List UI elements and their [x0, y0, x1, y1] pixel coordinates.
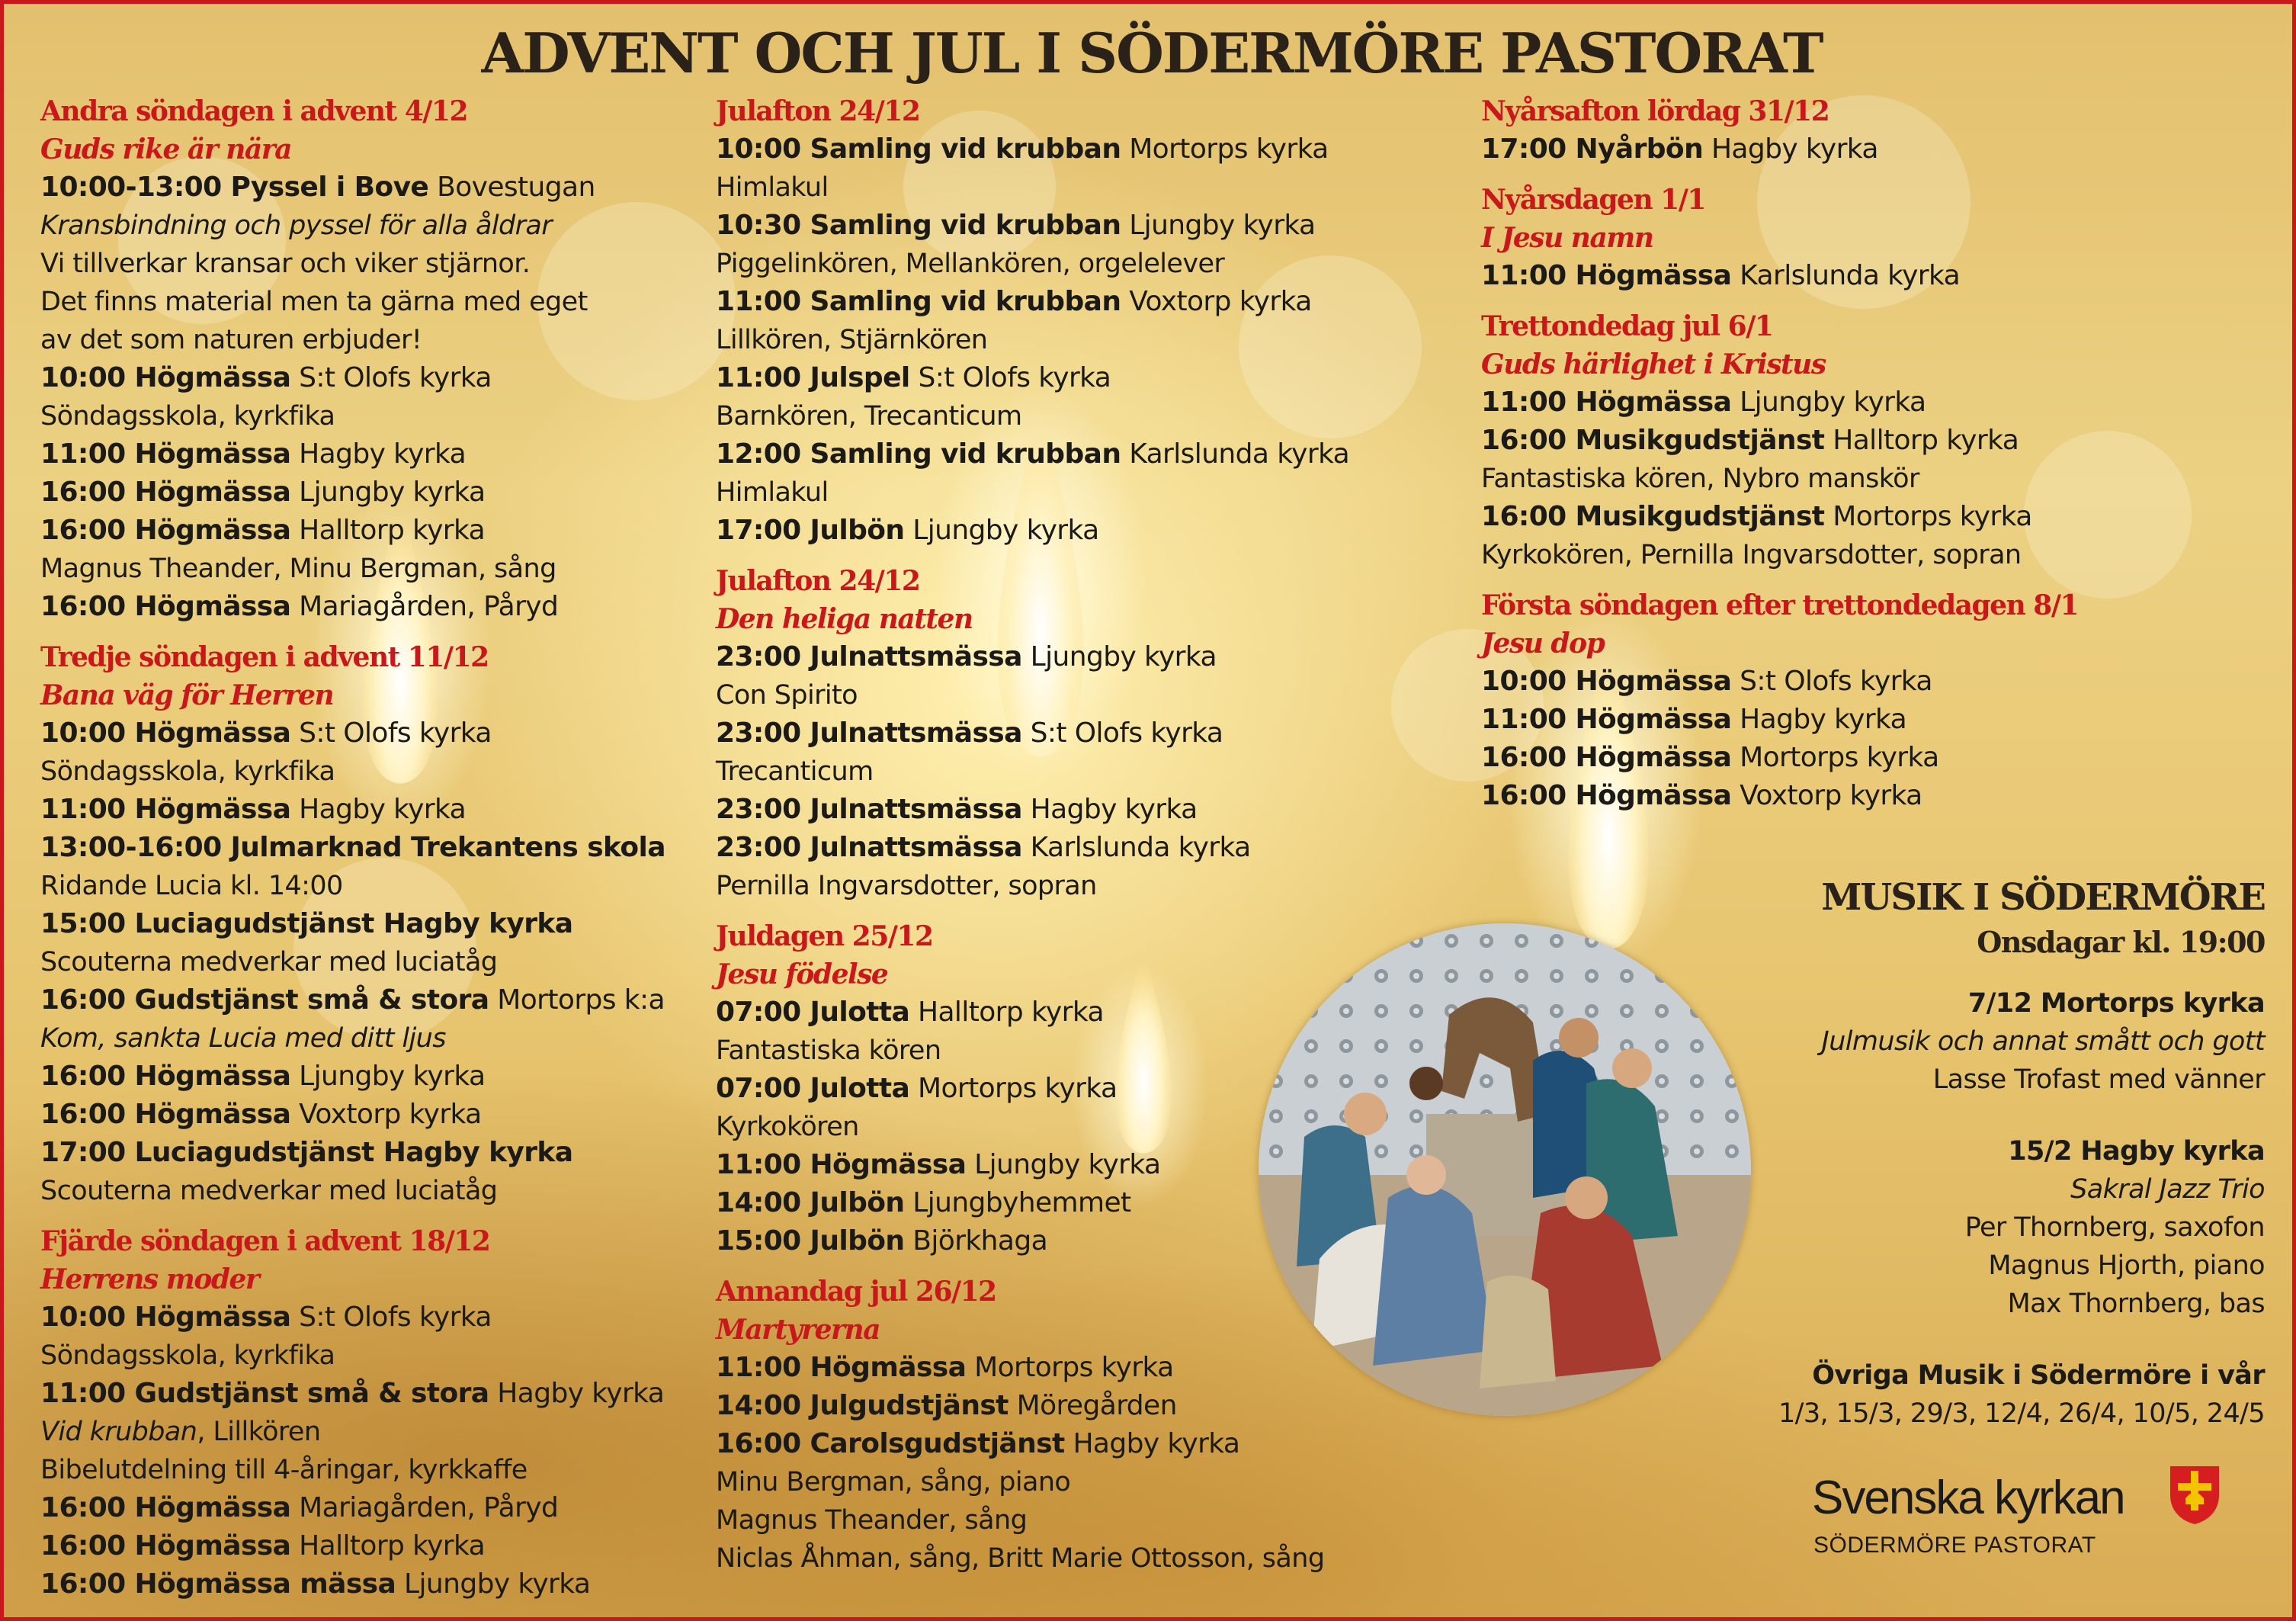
event-line: 23:00 Julnattsmässa Karlslunda kyrka — [716, 832, 1251, 863]
event-note: Vi tillverkar kransar och viker stjärnor. — [40, 249, 531, 279]
event-line: 11:00 Högmässa Hagby kyrka — [1481, 704, 1907, 735]
event-note: Det finns material men ta gärna med eget — [40, 287, 588, 317]
day-theme: Jesu födelse — [716, 958, 888, 990]
event-note: Himlakul — [716, 172, 829, 203]
day-heading: Annandag jul 26/12 — [716, 1276, 996, 1308]
day-theme: Guds rike är nära — [40, 133, 292, 165]
day-heading: Julafton 24/12 — [716, 565, 920, 597]
event-line: 23:00 Julnattsmässa S:t Olofs kyrka — [716, 717, 1223, 749]
church-shield-icon — [2169, 1465, 2221, 1526]
event-note: Piggelinkören, Mellankören, orgelelever — [716, 249, 1225, 279]
music-title: MUSIK I SÖDERMÖRE — [1821, 876, 2265, 919]
music-event-note: 1/3, 15/3, 29/3, 12/4, 26/4, 10/5, 24/5 — [1778, 1398, 2265, 1429]
day-theme: Bana väg för Herren — [40, 679, 334, 711]
music-event-note: Magnus Hjorth, piano — [1988, 1250, 2265, 1281]
event-line: 11:00 Samling vid krubban Voxtorp kyrka — [716, 286, 1312, 317]
event-note: Himlakul — [716, 477, 829, 508]
event-line: 14:00 Julbön Ljungbyhemmet — [716, 1187, 1131, 1218]
day-heading: Trettondedag jul 6/1 — [1481, 310, 1773, 342]
schedule-column — [1481, 92, 2289, 827]
day-heading: Fjärde söndagen i advent 18/12 — [40, 1225, 490, 1257]
event-line: 11:00 Högmässa Ljungby kyrka — [1481, 387, 1926, 418]
event-line: 13:00-16:00 Julmarknad Trekantens skola — [40, 832, 665, 863]
day-theme: I Jesu namn — [1481, 222, 1653, 254]
day-heading: Julafton 24/12 — [716, 95, 920, 127]
logo-subtitle: SÖDERMÖRE PASTORAT — [1813, 1533, 2096, 1558]
event-line: 16:00 Musikgudstjänst Mortorps kyrka — [1481, 501, 2032, 532]
event-line: 17:00 Nyårbön Hagby kyrka — [1481, 133, 1878, 165]
event-line: 10:00 Högmässa S:t Olofs kyrka — [40, 1302, 492, 1333]
event-note: Bibelutdelning till 4-åringar, kyrkkaffe — [40, 1455, 528, 1485]
event-line: 11:00 Högmässa Mortorps kyrka — [716, 1352, 1174, 1383]
event-line: 11:00 Gudstjänst små & stora Hagby kyrka — [40, 1378, 665, 1409]
event-line: 16:00 Högmässa mässa Ljungby kyrka — [40, 1568, 591, 1600]
event-line: 16:00 Högmässa Mortorps kyrka — [1481, 742, 1939, 773]
event-line: 16:00 Högmässa Voxtorp kyrka — [40, 1099, 482, 1130]
service-day — [1481, 586, 2289, 815]
event-line: 07:00 Julotta Halltorp kyrka — [716, 997, 1104, 1028]
event-line: 16:00 Högmässa Mariagården, Påryd — [40, 1492, 559, 1523]
music-event-heading: 7/12 Mortorps kyrka — [1967, 988, 2265, 1019]
event-line: 11:00 Högmässa Hagby kyrka — [40, 438, 467, 470]
service-day — [1481, 307, 2289, 574]
event-line: 11:00 Julspel S:t Olofs kyrka — [716, 362, 1111, 393]
svenska-kyrkan-logo — [1812, 1468, 2224, 1567]
event-note: Niclas Åhman, sång, Britt Marie Ottosson, sång — [716, 1543, 1325, 1574]
event-line: 17:00 Julbön Ljungby kyrka — [716, 515, 1099, 546]
event-line: 16:00 Carolsgudstjänst Hagby kyrka — [716, 1428, 1240, 1459]
event-note: Scouterna medverkar med luciatåg — [40, 1176, 498, 1206]
day-heading: Juldagen 25/12 — [716, 920, 933, 952]
event-line: 16:00 Högmässa Voxtorp kyrka — [1481, 780, 1922, 811]
event-note: Kyrkokören, Pernilla Ingvarsdotter, sopran — [1481, 540, 2022, 570]
event-note: Fantastiska kören — [716, 1035, 941, 1066]
event-note: Con Spirito — [716, 680, 858, 711]
day-heading: Första söndagen efter trettondedagen 8/1 — [1481, 589, 2079, 621]
event-line: 17:00 Luciagudstjänst Hagby kyrka — [40, 1137, 573, 1168]
event-note: Söndagsskola, kyrkfika — [40, 756, 335, 787]
event-note: Söndagsskola, kyrkfika — [40, 1340, 335, 1371]
day-heading: Nyårsafton lördag 31/12 — [1481, 95, 1829, 127]
event-note: Fantastiska kören, Nybro manskör — [1481, 464, 1919, 494]
service-day — [716, 92, 1432, 550]
event-line: 16:00 Högmässa Mariagården, Påryd — [40, 591, 559, 622]
event-line: 16:00 Högmässa Ljungby kyrka — [40, 1061, 486, 1092]
event-line: 10:00-13:00 Pyssel i Bove Bovestugan — [40, 172, 595, 203]
event-note: Lillkören, Stjärnkören — [716, 325, 988, 355]
event-line: 10:00 Samling vid krubban Mortorps kyrka — [716, 133, 1329, 165]
logo-name: Svenska kyrkan — [1812, 1472, 2124, 1524]
event-note: Barnkören, Trecanticum — [716, 401, 1022, 432]
event-line: 15:00 Julbön Björkhaga — [716, 1225, 1048, 1257]
day-heading: Tredje söndagen i advent 11/12 — [40, 641, 489, 673]
event-line: 16:00 Högmässa Ljungby kyrka — [40, 477, 486, 508]
music-section — [1757, 873, 2265, 1433]
service-day — [716, 562, 1432, 905]
event-line: 15:00 Luciagudstjänst Hagby kyrka — [40, 908, 573, 939]
event-line: 11:00 Högmässa Karlslunda kyrka — [1481, 260, 1961, 291]
spacer — [1757, 1099, 2265, 1132]
service-day — [40, 638, 711, 1210]
event-line: 12:00 Samling vid krubban Karlslunda kyrka — [716, 438, 1350, 470]
day-heading: Andra söndagen i advent 4/12 — [40, 95, 467, 127]
event-line: 16:00 Gudstjänst små & stora Mortorps k:a — [40, 984, 665, 1016]
event-note: av det som naturen erbjuder! — [40, 325, 422, 355]
event-note: Vid krubban, Lillkören — [40, 1417, 321, 1447]
event-note: Magnus Theander, Minu Bergman, sång — [40, 554, 556, 584]
event-line: 10:30 Samling vid krubban Ljungby kyrka — [716, 210, 1316, 241]
event-note: Ridande Lucia kl. 14:00 — [40, 871, 343, 901]
page-title: ADVENT OCH JUL I SÖDERMÖRE PASTORAT — [481, 21, 1823, 85]
music-event-note: Per Thornberg, saxofon — [1964, 1212, 2265, 1243]
event-line: 11:00 Högmässa Ljungby kyrka — [716, 1149, 1161, 1180]
day-theme: Herrens moder — [40, 1263, 259, 1295]
event-line: 10:00 Högmässa S:t Olofs kyrka — [1481, 666, 1932, 697]
event-note: Söndagsskola, kyrkfika — [40, 401, 335, 432]
service-day — [1481, 181, 2289, 295]
event-line: 14:00 Julgudstjänst Möregården — [716, 1390, 1177, 1421]
music-event-heading: Övriga Musik i Södermöre i vår — [1812, 1360, 2265, 1391]
music-event-note: Lasse Trofast med vänner — [1932, 1064, 2265, 1095]
day-theme: Den heliga natten — [716, 603, 973, 635]
service-day — [40, 1222, 711, 1603]
nativity-painting — [1259, 923, 1751, 1416]
day-theme: Jesu dop — [1481, 628, 1605, 660]
event-line: 07:00 Julotta Mortorps kyrka — [716, 1073, 1118, 1104]
event-line: 23:00 Julnattsmässa Hagby kyrka — [716, 794, 1198, 825]
event-line: 16:00 Högmässa Halltorp kyrka — [40, 1530, 486, 1562]
event-note: Pernilla Ingvarsdotter, sopran — [716, 871, 1097, 901]
event-line: 16:00 Musikgudstjänst Halltorp kyrka — [1481, 425, 2019, 456]
music-event-note: Max Thornberg, bas — [2007, 1289, 2265, 1319]
day-heading: Nyårsdagen 1/1 — [1481, 184, 1705, 216]
event-note: Minu Bergman, sång, piano — [716, 1467, 1071, 1497]
event-line: 16:00 Högmässa Halltorp kyrka — [40, 515, 486, 546]
service-day — [1481, 92, 2289, 169]
music-subtitle: Onsdagar kl. 19:00 — [1977, 925, 2265, 959]
event-note: Kyrkokören — [716, 1112, 859, 1142]
schedule-column — [40, 92, 711, 1616]
spacer — [1757, 1323, 2265, 1356]
music-event-note: Sakral Jazz Trio — [2070, 1174, 2265, 1205]
event-note: Magnus Theander, sång — [716, 1505, 1028, 1536]
schedule-column — [716, 92, 1432, 1590]
event-note: Kom, sankta Lucia med ditt ljus — [40, 1023, 446, 1054]
event-note: Scouterna medverkar med luciatåg — [40, 947, 498, 977]
service-day — [40, 92, 711, 626]
music-event-heading: 15/2 Hagby kyrka — [2008, 1136, 2265, 1167]
event-note: Trecanticum — [716, 756, 874, 787]
event-note: Kransbindning och pyssel för alla åldrar — [40, 210, 553, 241]
event-line: 10:00 Högmässa S:t Olofs kyrka — [40, 717, 492, 749]
day-theme: Guds härlighet i Kristus — [1481, 348, 1826, 380]
event-line: 23:00 Julnattsmässa Ljungby kyrka — [716, 641, 1217, 672]
music-event-note: Julmusik och annat smått och gott — [1821, 1026, 2265, 1057]
event-line: 10:00 Högmässa S:t Olofs kyrka — [40, 362, 492, 393]
event-line: 11:00 Högmässa Hagby kyrka — [40, 794, 467, 825]
day-theme: Martyrerna — [716, 1314, 880, 1346]
